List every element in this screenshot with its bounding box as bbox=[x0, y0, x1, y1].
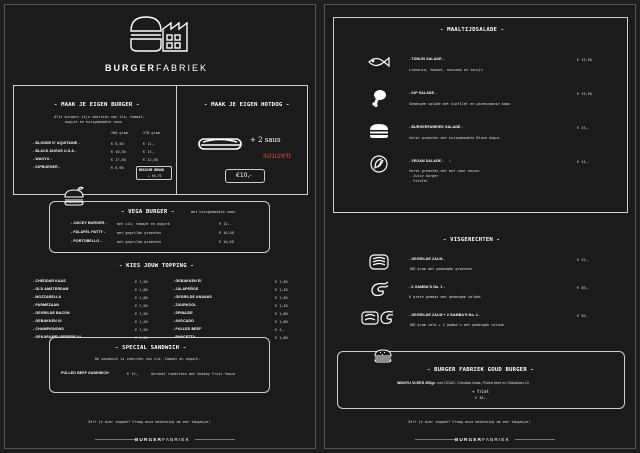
footer-brand bbox=[135, 437, 190, 442]
brioche-label: BRIOCHE BROOD bbox=[139, 168, 164, 172]
salad-item-desc: Lidosnia, tomaat, avocado en tonijn bbox=[409, 68, 483, 72]
gold-title: - BURGER FABRIEK GOUD BURGER - bbox=[427, 367, 535, 373]
topping-name: - CHAMPIGNONS bbox=[33, 327, 64, 331]
vegan-mark: ✓ bbox=[449, 158, 452, 163]
topping-price: € 1,80 bbox=[135, 296, 148, 300]
burger-row-price-200: € 17,50 bbox=[111, 158, 126, 162]
shrimp-icon bbox=[369, 281, 389, 299]
burger-factory-logo-icon bbox=[127, 13, 191, 55]
footer-brand bbox=[455, 437, 510, 442]
topping-name: - CHEDDAR KAAS bbox=[33, 279, 66, 283]
salad-item-desc: - Falafel bbox=[409, 179, 428, 183]
burger-row-name: - BLACK ANGUS U.S.A - bbox=[33, 149, 77, 153]
fish-item-desc: 180 gram zalm + 2 gamba's met gemengde salade bbox=[409, 323, 504, 327]
topping-price: € 1,20 bbox=[275, 288, 288, 292]
vega-row-price: € 10,50 bbox=[219, 231, 234, 235]
leaf-icon bbox=[370, 155, 388, 173]
burger-row-name: - WAGYU - bbox=[33, 157, 52, 161]
topping-price: € 1,50 bbox=[135, 312, 148, 316]
chicken-leg-icon bbox=[371, 89, 387, 107]
vega-row-desc: met gegrilde groenten bbox=[117, 231, 162, 235]
special-intro: De sandwich is voorzien van sla, tomaat en augurk. bbox=[95, 357, 201, 361]
salad-item-desc: Verse groenten met huisgemaakte Black Angus bbox=[409, 136, 500, 140]
box-divider bbox=[176, 85, 177, 195]
salad-item-name: - BURGERFABRIEK SALADE - bbox=[409, 125, 463, 129]
salad-item-name: - KIP SALADE - bbox=[409, 91, 437, 95]
topping-name: - GEGRILDE BACON bbox=[33, 311, 70, 315]
topping-price: € 1,80 bbox=[275, 336, 288, 340]
brand-bold: BURGER bbox=[105, 63, 157, 73]
vegan-burger-icon bbox=[63, 187, 85, 207]
topping-name: - ZUURKOOL bbox=[173, 303, 197, 307]
salad-item-name: - TONIJN SALADE - bbox=[409, 57, 444, 61]
burger-row-price-270: € 13,- bbox=[143, 150, 156, 154]
fish-item-price: € 30,- bbox=[577, 286, 590, 290]
topping-title: - KIES JOUW TOPPING - bbox=[119, 263, 194, 269]
topping-price: € 1,50 bbox=[135, 280, 148, 284]
fish-item-desc: 180 gram met gemengde groenten bbox=[409, 267, 473, 271]
footer-brand-bold: BURGER bbox=[455, 437, 483, 442]
salad-item-desc: - Juicy burger bbox=[409, 174, 439, 178]
topping-name: - MOZZARELLA bbox=[33, 295, 62, 299]
hotdog-icon bbox=[197, 133, 245, 155]
gold-price: € 46,- bbox=[475, 396, 488, 400]
salad-item-name: - VEGAN SALADE - bbox=[409, 159, 444, 163]
col-200g: 200 gram bbox=[111, 131, 128, 135]
topping-price: € 1,50 bbox=[275, 280, 288, 284]
col-270g: 270 gram bbox=[143, 131, 160, 135]
salad-title: - MAALTIJDSALADE - bbox=[440, 27, 505, 33]
gold-toppings: met GOUD, Cheddar Kaas, Pulled beef en Gebakken Ui bbox=[435, 381, 529, 385]
salad-item-price: € 15,- bbox=[577, 126, 590, 130]
vega-row-price: € 10,50 bbox=[219, 240, 234, 244]
topping-name: - PANCETTA bbox=[173, 335, 196, 339]
own-burger-intro-2: augurk en huisgemaakte saus bbox=[65, 120, 122, 124]
gold-meat: WAGYU VLEES 200gr. bbox=[397, 381, 436, 385]
vega-row-desc: met sla, tomaat en augurk bbox=[117, 222, 170, 226]
brand-wordmark bbox=[105, 63, 208, 73]
special-desc: Gerookt rundvlees met Smokey Fruit Sauce bbox=[151, 372, 236, 376]
gold-description bbox=[397, 381, 529, 385]
vega-row-name: - FALAFEL PATTY - bbox=[71, 230, 106, 234]
special-title: - SPECIAL SANDWICH - bbox=[115, 345, 187, 351]
hotdog-price: €10,- bbox=[236, 172, 252, 179]
topping-name: - AVOCADO bbox=[173, 319, 195, 323]
burger-row-price-200: € 10,50 bbox=[111, 150, 126, 154]
footer-brand-light: FABRIEK bbox=[162, 437, 190, 442]
topping-name: - OLD AMSTERDAM bbox=[33, 287, 69, 291]
topping-price: € 1,80 bbox=[275, 320, 288, 324]
topping-name: - PULLED BEEF bbox=[173, 327, 202, 331]
fish-title: - VISGERECHTEN - bbox=[443, 237, 501, 243]
salad-item-price: € 13,50 bbox=[577, 58, 592, 62]
topping-name: - GEGRILDE ANANAS bbox=[173, 295, 212, 299]
left-footer-note: Zelf je bier tappen? Vraag onze bediening om een tappasje! bbox=[88, 420, 211, 424]
burger-row-price-270: € 22,50 bbox=[143, 158, 158, 162]
vega-title: - VEGA BURGER - bbox=[121, 209, 175, 215]
vega-row-desc: met gegrilde groenten bbox=[117, 240, 162, 244]
fish-item-name: - GEGRILDE ZALM - bbox=[409, 257, 445, 261]
burger-row-price-270: € 11,- bbox=[143, 142, 156, 146]
vega-subtitle: met huisgemaakte saus bbox=[191, 210, 236, 214]
topping-price: € 1,80 bbox=[275, 312, 288, 316]
own-burger-intro-1: Alle burgers zijn voorzien van sla, tomaat, bbox=[54, 115, 145, 119]
fish-icon bbox=[367, 55, 391, 69]
salad-item-price: € 14,- bbox=[577, 160, 590, 164]
burger-row-name: - KIPBURGER - bbox=[33, 165, 61, 169]
fish-item-name: - GEGRILDE ZALM + 2 GAMBA'S No. 1 - bbox=[409, 313, 481, 317]
topping-price: € 1,50 bbox=[135, 336, 148, 340]
vega-row-name: - JUICEY BURGER - bbox=[71, 221, 107, 225]
salad-item-desc: Gemengde salade met kipfilet en parmezaanse kaas bbox=[409, 102, 511, 106]
left-menu-page bbox=[4, 4, 316, 449]
burger-row-price-200: € 8,90 bbox=[111, 166, 124, 170]
topping-price: € 4,- bbox=[275, 328, 286, 332]
hotdog-title: - MAAK JE EIGEN HOTDOG - bbox=[204, 102, 290, 108]
topping-name: - GEBAKKEN UI bbox=[33, 319, 62, 323]
topping-name: - SPINAZIE bbox=[173, 311, 193, 315]
fish-item-price: € 22,- bbox=[577, 258, 590, 262]
fish-item-price: € 30,- bbox=[577, 314, 590, 318]
gold-burger-icon bbox=[373, 349, 393, 363]
burger-icon bbox=[369, 123, 389, 139]
hotdog-sauzen-handwritten: sauzen bbox=[263, 151, 292, 160]
hotdog-plus-sauces: + 2 saus bbox=[250, 136, 281, 144]
right-menu-page bbox=[324, 4, 636, 449]
footer-brand-bold: BURGER bbox=[135, 437, 163, 442]
salad-item-price: € 13,50 bbox=[577, 92, 592, 96]
special-price: € 13,- bbox=[127, 372, 140, 376]
brioche-price: + €0,70 bbox=[148, 174, 162, 178]
right-footer-note: Zelf je bier tappen? Vraag onze bediening om een tappasje! bbox=[408, 420, 531, 424]
burger-row-name: - BLONDE D' AQUITAINE - bbox=[33, 141, 80, 145]
salmon-shrimp-icon bbox=[361, 309, 397, 327]
own-burger-title: - MAAK JE EIGEN BURGER - bbox=[54, 102, 140, 108]
topping-name: - GEBAKKEN EI bbox=[173, 279, 202, 283]
footer-rule-right bbox=[515, 439, 555, 440]
special-name: PULLED BEEF SANDWICH bbox=[61, 371, 109, 375]
burger-row-price-200: € 8,50 bbox=[111, 142, 124, 146]
footer-rule-right bbox=[195, 439, 235, 440]
topping-price: € 1,20 bbox=[135, 320, 148, 324]
gold-fries: + friet bbox=[472, 389, 489, 394]
footer-rule-left bbox=[415, 439, 455, 440]
topping-price: € 1,50 bbox=[275, 296, 288, 300]
topping-name: - JALAPEÑOS bbox=[173, 287, 199, 291]
brand-light: FABRIEK bbox=[156, 63, 209, 73]
topping-price: € 2,50 bbox=[135, 304, 148, 308]
topping-price: € 1,50 bbox=[135, 328, 148, 332]
topping-name: - GEKARAMELISEERDE UI bbox=[33, 335, 81, 339]
salad-box bbox=[333, 17, 628, 213]
fish-item-desc: 6 grote gambas met gemengde salade bbox=[409, 295, 481, 299]
topping-name: - PARMEZAAN bbox=[33, 303, 59, 307]
topping-price: € 1,20 bbox=[275, 304, 288, 308]
fish-item-name: - 6 GAMBA'S No. 1 - bbox=[409, 285, 445, 289]
salmon-icon bbox=[369, 253, 389, 271]
footer-rule-left bbox=[95, 439, 135, 440]
vega-row-name: - PORTOBELLO - bbox=[71, 239, 102, 243]
topping-price: € 1,80 bbox=[135, 288, 148, 292]
salad-item-desc: Verse groenten met met naar keuze: bbox=[409, 169, 481, 173]
vega-row-price: € 12,- bbox=[219, 222, 232, 226]
footer-brand-light: FABRIEK bbox=[482, 437, 510, 442]
